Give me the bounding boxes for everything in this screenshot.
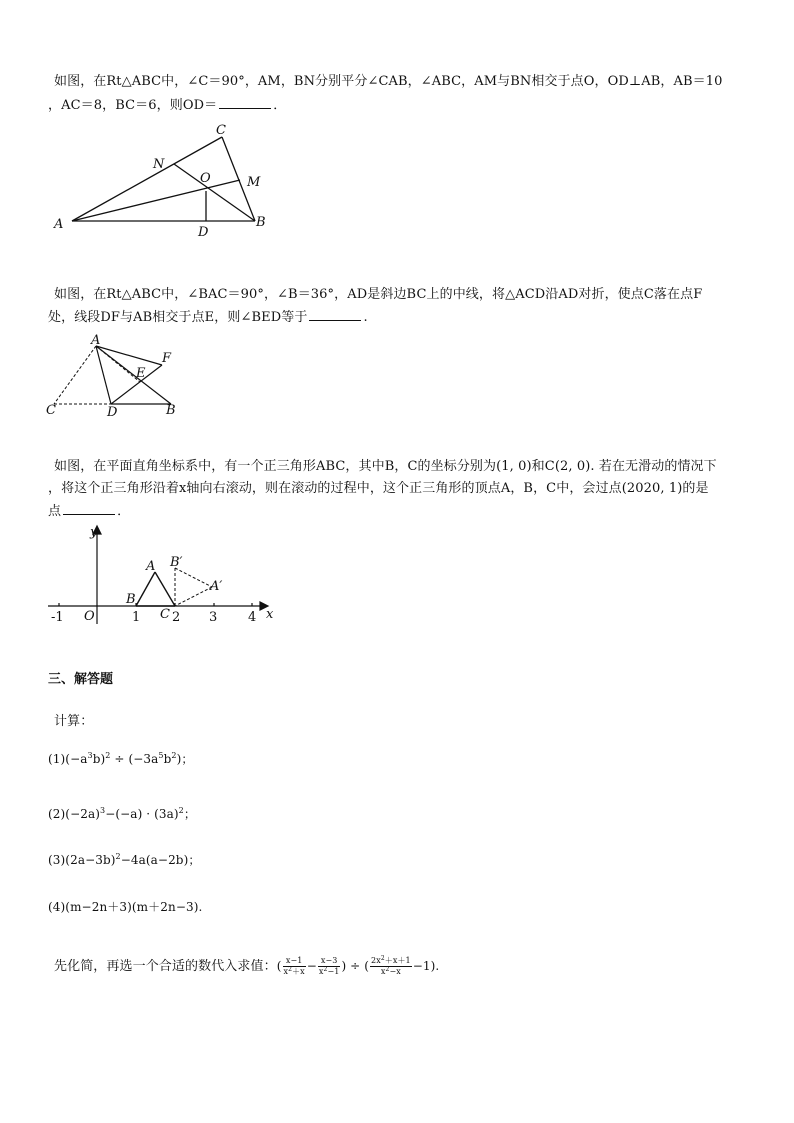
calc2-part: ；	[183, 807, 196, 821]
problem3-line3	[48, 502, 130, 521]
calc2-part: (2)(−2a)	[48, 807, 101, 821]
fig3-label-A: A	[146, 559, 156, 574]
answer-blank-2	[309, 308, 361, 321]
fraction-3	[370, 956, 412, 977]
problem3-line1: 如图，在平面直角坐标系中，有一个正三角形ABC，其中B，C的坐标分别为(1, 0)和C(2, 0). 若在无滑动的情况下	[54, 459, 717, 474]
fraction-3-numerator	[370, 956, 412, 967]
fig3-label-C: C	[160, 607, 170, 622]
term: ＋x＋1	[384, 956, 411, 965]
fraction-1-numerator: x−1	[283, 956, 306, 967]
fraction-3-denominator	[370, 967, 412, 977]
calc-item-3	[48, 851, 200, 869]
term: −1	[327, 967, 340, 976]
answer-blank-1	[219, 96, 271, 109]
calc1-part: b)	[92, 752, 106, 766]
fig3-tick-2: 2	[172, 610, 181, 625]
fig1-label-D: D	[198, 225, 209, 240]
problem2-line2-end: .	[363, 310, 368, 325]
exp: 2	[380, 955, 385, 962]
problem1-figure	[40, 118, 280, 243]
fig2-label-F: F	[162, 351, 172, 366]
problem2-line2	[48, 308, 368, 327]
exp: 2	[323, 966, 328, 973]
fig1-label-C: C	[216, 123, 226, 138]
fig2-label-B: B	[166, 403, 176, 418]
fig3-tick-3: 3	[209, 610, 218, 625]
fig3-tick-4: 4	[248, 610, 257, 625]
calc-intro: 计算：	[54, 714, 94, 729]
fig2-label-E: E	[136, 366, 146, 381]
calc3-exp: 2	[115, 852, 121, 861]
fig3-label-B-prime: B′	[170, 555, 183, 570]
problem3-line3-end: ．	[117, 504, 131, 519]
problem3-figure	[40, 520, 290, 630]
problem2-line2-text: 处，线段DF与AB相交于点E，则∠BED等于	[48, 310, 308, 325]
fig1-label-A: A	[54, 217, 64, 232]
calc1-exp: 2	[105, 751, 111, 760]
tail: −1).	[412, 959, 440, 973]
term: x	[380, 967, 386, 976]
term: −x	[389, 967, 401, 976]
fig2-label-C: C	[46, 403, 56, 418]
problem1-line2-text: ，AC＝8，BC＝6，则OD＝	[48, 98, 218, 113]
calc1-part: ÷ (−3a	[110, 752, 159, 766]
calc1-exp: 5	[158, 751, 164, 760]
exp: 2	[288, 966, 293, 973]
term: ＋x	[292, 967, 305, 976]
fraction-2	[318, 956, 341, 977]
fig3-label-origin: O	[84, 609, 95, 624]
calc3-part: −4a(a−2b)；	[120, 853, 201, 867]
fig3-tick-neg1: -1	[51, 610, 64, 625]
section-title: 三、解答题	[48, 672, 114, 687]
fig1-label-M: M	[247, 175, 261, 190]
term: x	[318, 967, 324, 976]
minus: −	[306, 959, 317, 973]
calc-item-2	[48, 805, 196, 823]
calc3-part: (3)(2a−3b)	[48, 853, 116, 867]
calc-item-1	[48, 750, 194, 768]
problem3-line2: ，将这个正三角形沿着x轴向右滚动，则在滚动的过程中，这个正三角形的顶点A，B，C中，会过点(2020, 1)的是	[48, 481, 709, 496]
exp: 2	[385, 966, 390, 973]
problem2-figure	[40, 332, 200, 422]
problem1-line2	[48, 96, 286, 115]
fig3-label-y: y	[90, 525, 98, 540]
fraction-2-denominator	[318, 967, 341, 977]
fig1-label-O: O	[200, 171, 211, 186]
calc1-part: (1)(−a	[48, 752, 88, 766]
fig2-label-D: D	[107, 405, 118, 420]
calc4-part: (4)(m−2n＋3)(m＋2n−3).	[48, 900, 203, 914]
simplify-text: 先化简，再选一个合适的数代入求值：	[54, 959, 277, 974]
answer-blank-3	[63, 502, 115, 515]
fig3-label-x: x	[266, 607, 274, 622]
calc1-part: b	[163, 752, 172, 766]
fig1-label-B: B	[256, 215, 266, 230]
divide: ) ÷ (	[341, 959, 370, 973]
problem1-line1: 如图，在Rt△ABC中，∠C＝90°，AM，BN分别平分∠CAB，∠ABC，AM与BN相交于点O，OD⊥AB，AB＝10	[54, 74, 723, 89]
problem2-line1: 如图，在Rt△ABC中，∠BAC＝90°，∠B＝36°，AD是斜边BC上的中线，将△ACD沿AD对折，使点C落在点F	[54, 287, 703, 302]
fraction-2-numerator: x−3	[318, 956, 341, 967]
term: x	[283, 967, 289, 976]
term: 2x	[371, 956, 381, 965]
problem3-line3-text: 点	[48, 504, 62, 519]
fig1-label-N: N	[153, 157, 165, 172]
problem1-line2-end: ．	[273, 98, 287, 113]
calc2-exp: 3	[100, 806, 106, 815]
fraction-1-denominator	[283, 967, 306, 977]
simplify-problem	[54, 954, 439, 979]
calc1-part: )；	[176, 752, 194, 766]
calc1-exp: 2	[171, 751, 177, 760]
fig3-tick-1: 1	[132, 610, 141, 625]
calc1-exp: 3	[87, 751, 93, 760]
fig2-label-A: A	[91, 333, 101, 348]
calc-item-4	[48, 898, 202, 916]
calc2-part: −(−a) · (3a)	[105, 807, 179, 821]
calc2-exp: 2	[178, 806, 184, 815]
fig3-label-B: B	[126, 592, 136, 607]
fraction-1	[283, 956, 306, 977]
paren: (	[276, 959, 282, 973]
fig3-label-A-prime: A′	[210, 579, 223, 594]
